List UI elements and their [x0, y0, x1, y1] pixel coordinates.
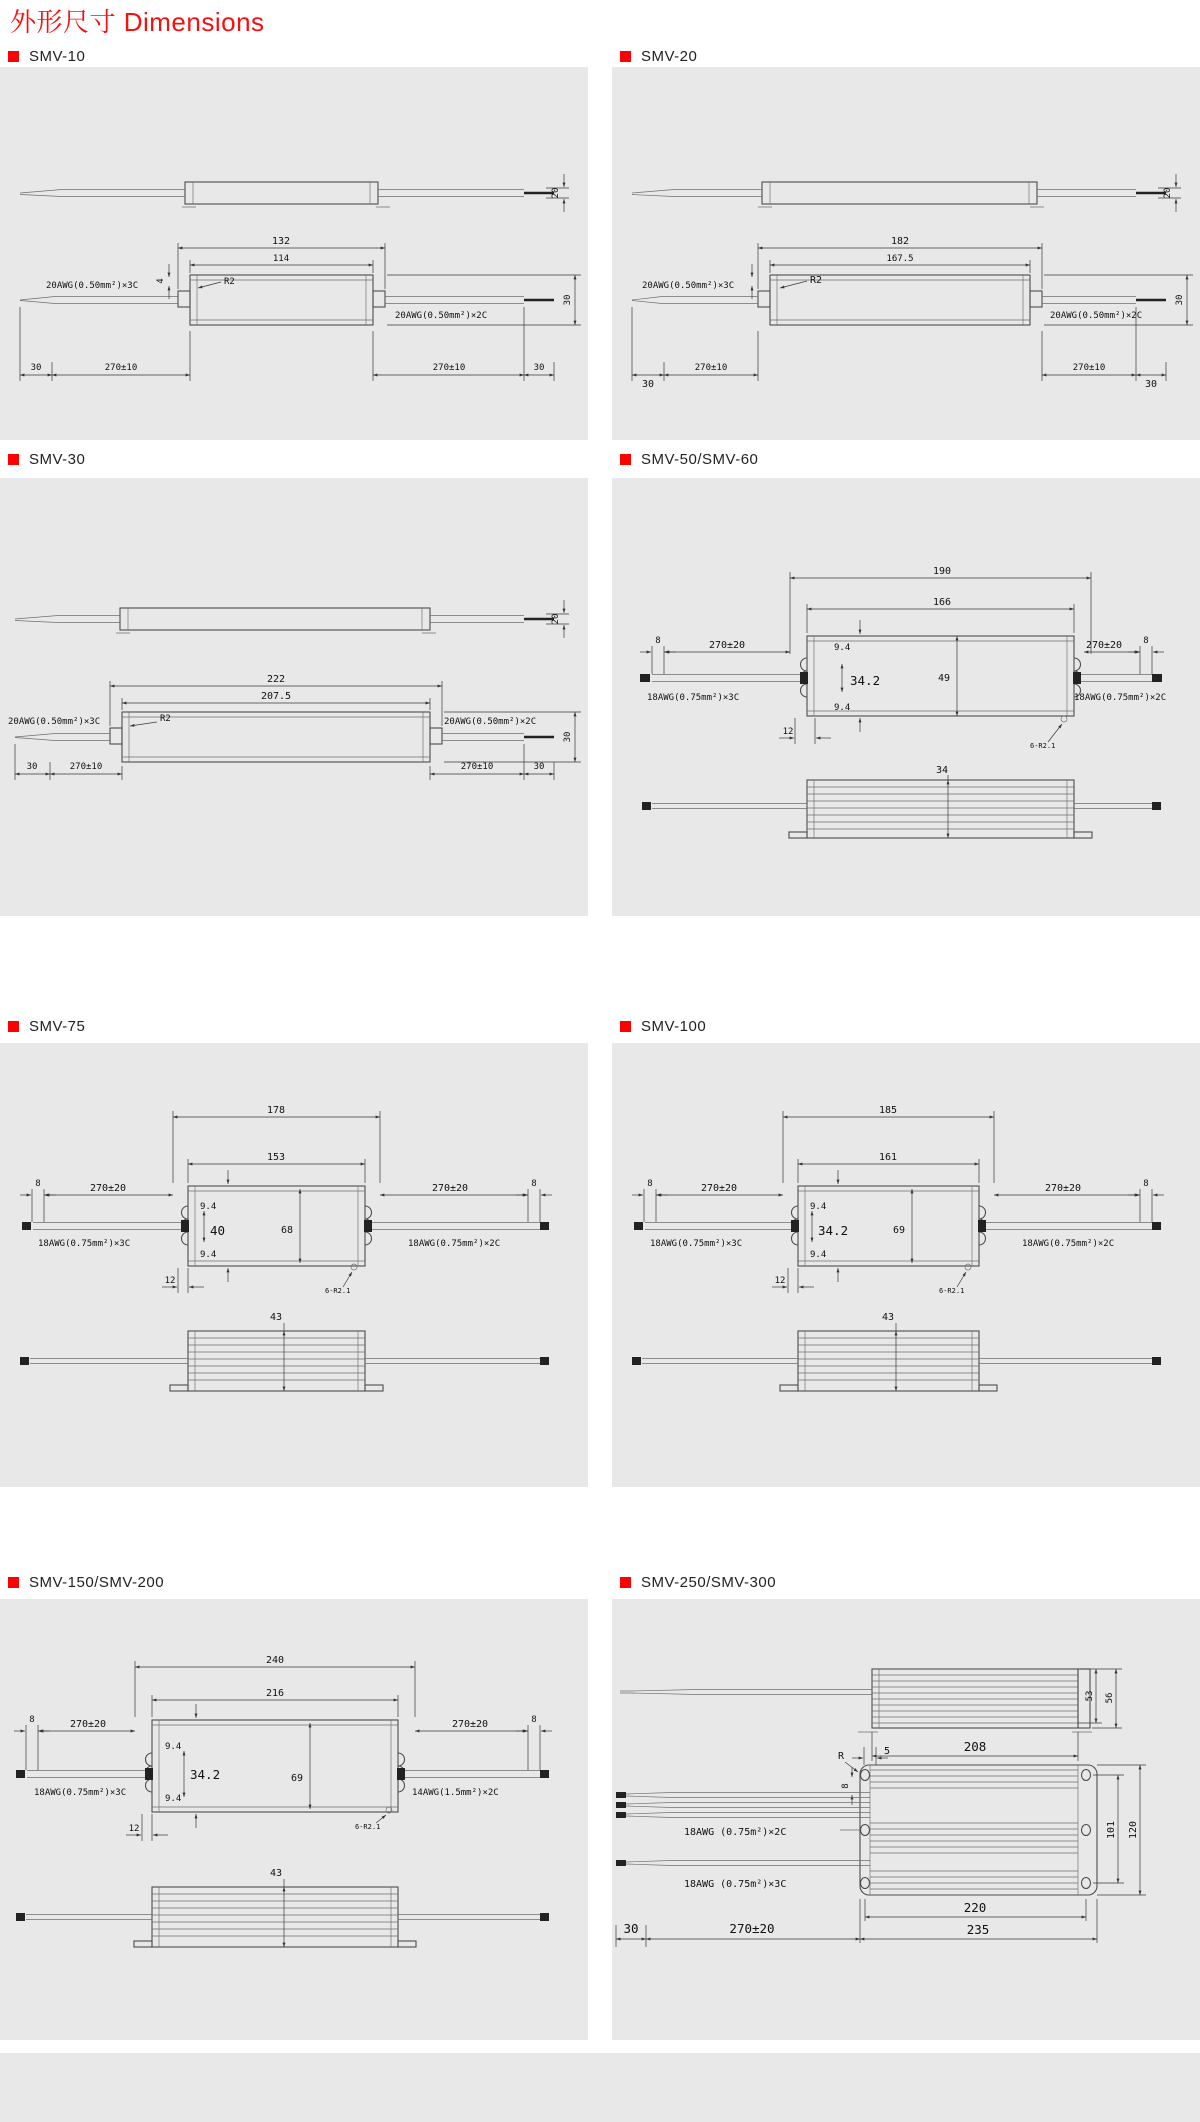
- smv-20-drawing: [612, 67, 1200, 440]
- model-label: SMV-10: [29, 47, 86, 65]
- dim-corner: 6-R2.1: [355, 1823, 381, 1831]
- wire-out-label: 20AWG(0.50mm²)×2C: [395, 311, 488, 321]
- dim-inner: 166: [932, 597, 952, 608]
- wire-out-label: 20AWG(0.50mm²)×2C: [1050, 311, 1143, 321]
- dim-depth: 69: [892, 1225, 905, 1236]
- dim-lead-left: 270±20: [708, 640, 746, 651]
- top-view: [8, 674, 581, 780]
- dim-lead-left: 270±10: [694, 363, 728, 373]
- dim-side-inner-height: 53: [1085, 1690, 1095, 1702]
- dim-lip: 4: [156, 278, 166, 284]
- dim-tip-right: 30: [1144, 379, 1158, 390]
- top-view: [616, 1746, 1146, 1947]
- dim-depth: 49: [937, 673, 950, 684]
- panel-smv-20: [612, 67, 1200, 440]
- header-smv-50-60: [620, 449, 758, 469]
- dim-side-height: 20: [551, 613, 561, 625]
- dim-margin-top: 9.4: [200, 1202, 217, 1212]
- wire-in-label: 20AWG(0.50mm²)×3C: [8, 717, 101, 727]
- top-view: [20, 236, 581, 381]
- dim-foot: 12: [164, 1276, 176, 1286]
- red-square-icon: [8, 1021, 19, 1032]
- dim-height: 30: [1175, 294, 1185, 306]
- dim-height: 30: [563, 731, 573, 743]
- dim-margin-bottom: 9.4: [810, 1250, 827, 1260]
- dim-margin-top: 9.4: [810, 1202, 827, 1212]
- dim-inner: 161: [878, 1152, 898, 1163]
- wire-in-label: 20AWG(0.50mm²)×3C: [642, 281, 735, 291]
- bottom-view: [16, 1868, 549, 1947]
- model-label: SMV-30: [29, 450, 86, 468]
- dim-slot: 40: [210, 1223, 226, 1238]
- dim-margin-top: 9.4: [834, 643, 851, 653]
- dim-offset-right: 8: [1143, 1179, 1149, 1189]
- dim-tip-left: 30: [641, 379, 655, 390]
- dim-corner: 6-R2.1: [1030, 742, 1056, 750]
- top-view: [20, 1105, 552, 1295]
- dim-inner: 216: [265, 1688, 285, 1699]
- bottom-view: [20, 1312, 549, 1391]
- model-label: SMV-100: [641, 1017, 707, 1035]
- red-square-icon: [620, 1021, 631, 1032]
- dim-lead-left: 270±10: [104, 363, 138, 373]
- dim-lead-right: 270±20: [431, 1183, 469, 1194]
- dim-lead-left: 270±20: [69, 1719, 107, 1730]
- header-smv-10: [8, 46, 85, 66]
- dim-lead-left: 270±10: [69, 762, 103, 772]
- smv-250-300-drawing: [612, 1599, 1200, 2040]
- dim-offset-left: 8: [655, 636, 661, 646]
- smv-50-60-drawing: [612, 478, 1200, 916]
- dim-hole-offset-y: 8: [841, 1783, 851, 1789]
- dim-side-height: 20: [1163, 187, 1173, 199]
- dim-slot: 34.2: [190, 1767, 221, 1782]
- red-square-icon: [8, 454, 19, 465]
- dim-tip-left: 30: [30, 363, 42, 373]
- footer-strip: [0, 2053, 1200, 2122]
- header-smv-150-200: [8, 1572, 164, 1592]
- wire-out-label: 18AWG(0.75mm²)×2C: [408, 1239, 501, 1249]
- dim-foot: 12: [774, 1276, 786, 1286]
- dim-offset-right: 8: [1143, 636, 1149, 646]
- dim-inner: 153: [266, 1152, 286, 1163]
- dim-lead-right: 270±20: [1044, 1183, 1082, 1194]
- header-smv-20: [620, 46, 697, 66]
- dim-outer: 222: [266, 674, 286, 685]
- dim-outer: 240: [265, 1655, 285, 1666]
- dim-tip-right: 30: [533, 363, 545, 373]
- dim-margin-bottom: 9.4: [165, 1794, 182, 1804]
- panel-smv-10: [0, 67, 588, 440]
- wire-in-label: 20AWG(0.50mm²)×3C: [46, 281, 139, 291]
- header-smv-75: [8, 1016, 85, 1036]
- wire-out-label: 14AWG(1.5mm²)×2C: [412, 1788, 499, 1798]
- dim-radius: R2: [160, 714, 171, 724]
- dim-inner: 207.5: [260, 691, 292, 702]
- wire-out-label: 18AWG(0.75mm²)×2C: [1022, 1239, 1115, 1249]
- smv-30-drawing: [0, 478, 588, 916]
- dim-lead-right: 270±10: [460, 762, 494, 772]
- dim-tip-right: 30: [533, 762, 545, 772]
- top-view: [632, 1105, 1164, 1295]
- dim-margin-bottom: 9.4: [200, 1250, 217, 1260]
- dim-lead-right: 270±20: [1085, 640, 1123, 651]
- wire-out-label: 20AWG(0.50mm²)×2C: [444, 717, 537, 727]
- model-label: SMV-250/SMV-300: [641, 1573, 777, 1591]
- dim-foot: 12: [128, 1824, 140, 1834]
- model-label: SMV-50/SMV-60: [641, 450, 759, 468]
- smv-75-drawing: [0, 1043, 588, 1487]
- dim-base-height: 43: [269, 1312, 283, 1323]
- red-square-icon: [8, 51, 19, 62]
- dim-base-height: 43: [881, 1312, 895, 1323]
- dim-offset-right: 8: [531, 1179, 537, 1189]
- red-square-icon: [620, 1577, 631, 1588]
- panel-smv-50-60: [612, 478, 1200, 916]
- header-smv-250-300: [620, 1572, 776, 1592]
- dim-side-outer-height: 56: [1105, 1692, 1115, 1704]
- panel-smv-150-200: [0, 1599, 588, 2040]
- dim-outer: 185: [878, 1105, 898, 1116]
- wire-3c-label: 18AWG (0.75m²)×3C: [684, 1879, 787, 1890]
- model-label: SMV-75: [29, 1017, 86, 1035]
- dim-offset-left: 8: [35, 1179, 41, 1189]
- side-view: [620, 1669, 1122, 1761]
- dim-tip-left: 30: [26, 762, 38, 772]
- header-smv-100: [620, 1016, 706, 1036]
- wire-2c-label: 18AWG (0.75m²)×2C: [684, 1827, 787, 1838]
- dim-lead-right: 270±20: [451, 1719, 489, 1730]
- dim-hole-span: 101: [1106, 1820, 1117, 1840]
- dim-slot: 34.2: [818, 1223, 849, 1238]
- dim-body-length: 220: [963, 1900, 987, 1915]
- wire-in-label: 18AWG(0.75mm²)×3C: [650, 1239, 743, 1249]
- dim-radius: R2: [810, 275, 823, 286]
- model-label: SMV-20: [641, 47, 698, 65]
- dim-height: 30: [563, 294, 573, 306]
- top-view: [640, 566, 1166, 750]
- smv-10-drawing: [0, 67, 588, 440]
- dim-outer: 132: [271, 236, 291, 247]
- dim-base-height: 34: [935, 765, 949, 776]
- dim-outer: 190: [932, 566, 952, 577]
- side-view: [20, 174, 569, 212]
- dim-base-height: 43: [269, 1868, 283, 1879]
- dim-outer: 178: [266, 1105, 286, 1116]
- top-view: [632, 236, 1193, 390]
- top-view: [14, 1655, 552, 1841]
- dim-slot: 34.2: [850, 673, 881, 688]
- page-title: 外形尺寸 Dimensions: [10, 7, 265, 37]
- red-square-icon: [620, 454, 631, 465]
- bottom-view: [642, 765, 1161, 838]
- dim-outer: 182: [890, 236, 910, 247]
- dim-tip: 30: [623, 1921, 639, 1936]
- red-square-icon: [620, 51, 631, 62]
- dim-inner: 114: [272, 254, 290, 264]
- header-smv-30: [8, 449, 85, 469]
- dim-radius: R2: [224, 277, 235, 287]
- smv-150-200-drawing: [0, 1599, 588, 2040]
- dim-depth: 68: [280, 1225, 293, 1236]
- red-square-icon: [8, 1577, 19, 1588]
- panel-smv-250-300: [612, 1599, 1200, 2040]
- bottom-view: [632, 1312, 1161, 1391]
- dim-plate-height: 120: [1128, 1820, 1139, 1840]
- dim-side-height: 20: [551, 187, 561, 199]
- dim-hole-offset-x: 5: [884, 1746, 891, 1757]
- panel-smv-100: [612, 1043, 1200, 1487]
- dim-inner: 167.5: [886, 254, 914, 264]
- dim-lead-left: 270±20: [89, 1183, 127, 1194]
- dim-margin-bottom: 9.4: [834, 703, 851, 713]
- wire-in-label: 18AWG(0.75mm²)×3C: [34, 1788, 127, 1798]
- panel-smv-30: [0, 478, 588, 916]
- panel-smv-75: [0, 1043, 588, 1487]
- wire-in-label: 18AWG(0.75mm²)×3C: [647, 693, 740, 703]
- dim-side-length: 208: [963, 1739, 987, 1754]
- dim-offset-left: 8: [647, 1179, 653, 1189]
- dim-corner: 6-R2.1: [325, 1287, 351, 1295]
- wire-in-label: 18AWG(0.75mm²)×3C: [38, 1239, 131, 1249]
- dim-lead-right: 270±10: [432, 363, 466, 373]
- dim-corner: 6-R2.1: [939, 1287, 965, 1295]
- wire-out-label: 18AWG(0.75mm²)×2C: [1074, 693, 1167, 703]
- dim-lead-right: 270±10: [1072, 363, 1106, 373]
- dim-offset-left: 8: [29, 1715, 35, 1725]
- dim-lead-left: 270±20: [700, 1183, 738, 1194]
- side-view: [15, 600, 569, 638]
- dim-depth: 69: [290, 1773, 303, 1784]
- model-label: SMV-150/SMV-200: [29, 1573, 165, 1591]
- dim-margin-top: 9.4: [165, 1742, 182, 1752]
- radius-mark: R: [838, 1751, 845, 1762]
- side-view: [632, 174, 1181, 212]
- dim-foot: 12: [782, 727, 794, 737]
- dim-lead: 270±20: [729, 1921, 775, 1936]
- dim-offset-right: 8: [531, 1715, 537, 1725]
- dim-plate-length: 235: [966, 1922, 990, 1937]
- smv-100-drawing: [612, 1043, 1200, 1487]
